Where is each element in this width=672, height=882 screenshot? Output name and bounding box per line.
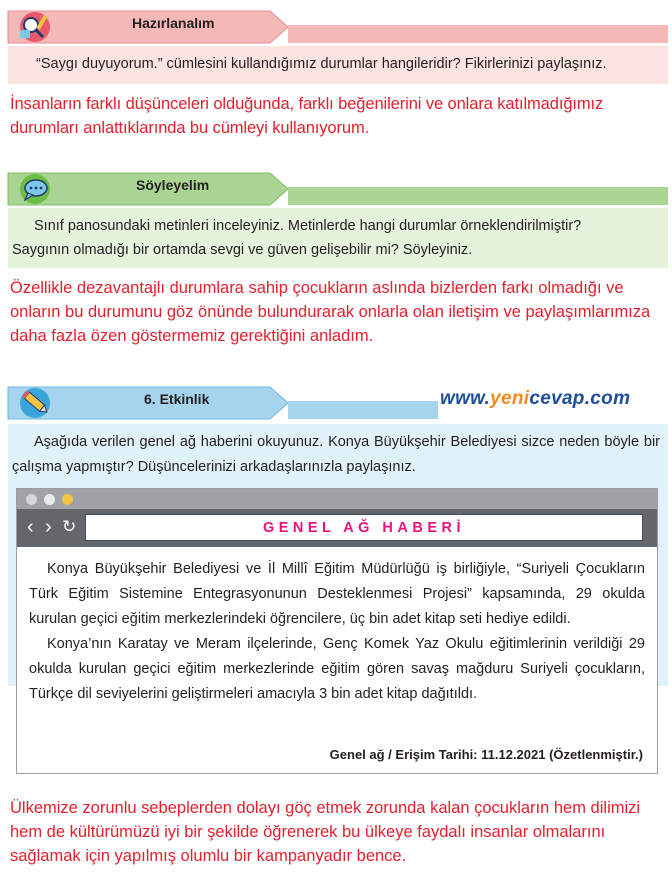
section-title: Hazırlanalım [132,15,215,31]
header-ribbon [0,8,672,46]
intro-text: Aşağıda verilen genel ağ haberini okuyunuz. Konya Büyükşehir Belediyesi sizce neden böyle bir çalışma yapmıştır? Düşüncelerinizi arkadaşlarınızla paylaşınız. [12,434,660,475]
section-title: 6. Etkinlik [144,391,210,407]
magnifier-pencil-icon [16,10,56,44]
back-arrow-icon[interactable]: ‹ [27,516,34,538]
refresh-icon[interactable]: ↻ [62,517,77,536]
window-close-dot[interactable] [26,494,37,505]
question-line-2: Saygının olmadığı bir ortamda sevgi ve güven gelişebilir mi? Söyleyiniz. [12,242,473,258]
watermark-www: www. [440,388,491,409]
window-maximize-dot[interactable] [62,494,73,505]
news-paragraph-2: Konya’nın Karatay ve Meram ilçelerinde, Genç Komek Yaz Okulu eğitimlerinin verildiği 29 okulda kurulan geçici eğitim merkezlerinde eğitim gören savaş mağduru Suriyeli çocukların, Türkçe dil seviyelerini geliştirmeleri amacıyla 3 bin adet kitap dağıtıldı. [29,636,645,702]
forward-arrow-icon[interactable]: › [45,516,52,538]
speech-bubble-icon [16,172,56,206]
site-watermark [440,388,630,410]
news-paragraph-1: Konya Büyükşehir Belediyesi ve İl Millî Eğitim Müdürlüğü iş birliğiyle, “Suriyeli Çocukların Türk Eğitim Sistemine Entegrasyonunun Desteklenmesi Projesi” kapsamında, 29 okulda kurulan geçici eğitim merkezlerindeki öğrencilere, üç bin adet kitap seti hediye edildi. [29,561,645,627]
section-header-soyleyelim [0,170,672,208]
header-ribbon [0,384,440,422]
news-article [29,557,645,707]
answer-text: İnsanların farklı düşünceleri olduğunda, farklı beğenilerini ve onlara katılmadığımız durumları anlattıklarında bu cümleyi kullanıyorum. [10,95,604,137]
browser-title-bar [17,489,657,509]
answer-text: Özellikle dezavantajlı durumlara sahip çocukların aslında bizlerden farkı olmadığı ve onların bu durumunu göz önünde bulundurarak onlarla olan iletişim ve paylaşımlarımıza daha fazla özen göstermemiz gerektiğini anladım. [10,279,651,345]
question-panel [8,208,668,268]
answer-text: Ülkemize zorunlu sebeplerden dolayı göç etmek zorunda kalan çocukların hem dilimizi hem de kültürümüzü iyi bir şekilde öğrenerek bu ülkeye faydalı insanlar olmalarını sağlamak için yapılmış olumlu bir kampanyadır bence. [10,799,641,865]
question-line-1: Sınıf panosundaki metinleri inceleyiniz. Metinlerde hangi durumlar örneklendirilmiştir? [34,218,582,234]
news-source: Genel ağ / Erişim Tarihi: 11.12.2021 (Özetlenmiştir.) [329,747,643,762]
watermark-com: .com [584,388,631,409]
window-minimize-dot[interactable] [44,494,55,505]
pencil-icon [16,386,56,420]
address-bar[interactable] [85,514,643,541]
question-panel [8,46,668,84]
section-title: Söyleyelim [136,177,210,193]
browser-window [16,488,658,774]
section-header-hazirlanalim [0,8,672,46]
section-header-etkinlik [0,384,440,422]
question-text: “Saygı duyuyorum.” cümlesini kullandığımız durumlar hangileridir? Fikirlerinizi paylaşınız. [36,56,607,72]
watermark-yeni: yeni [490,388,530,409]
browser-toolbar [17,509,657,547]
address-bar-title: GENEL AĞ HABERİ [262,520,466,536]
watermark-cevap: cevap [529,388,585,409]
header-ribbon [0,170,672,208]
